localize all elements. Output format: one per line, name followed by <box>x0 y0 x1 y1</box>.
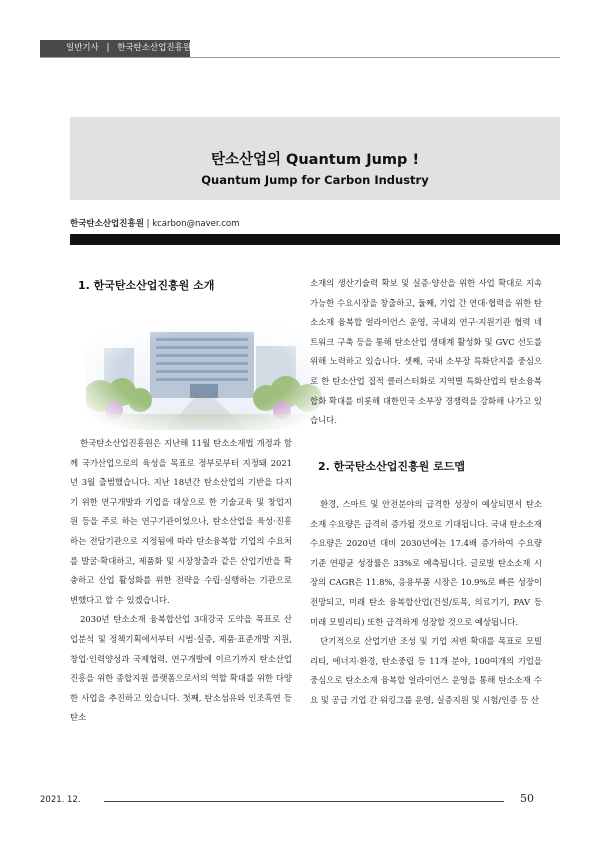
author-name: 한국탄소산업진흥원 <box>70 219 144 229</box>
paragraph-intro: 한국탄소산업진흥원은 지난해 11월 탄소소재법 개정과 함께 국가산업으로의 육성을 목표로 정부로부터 지정돼 2021년 3월 출범했습니다. 지난 18년간 탄소산업의 기반을 다지기 위한 연구개발과 기업을 대상으로 한 기술교육 및 창업지원 등을 주로 하는 연구기관이었으나, 탄소산업을 육성·진흥하는 전담기관으로 지정됨에 따라 탄소융복합 기업의 수요처를 발굴·확대하고, 제품화 및 시장창출과 같은 산업기반을 확충하고 산업 활성화를 위한 전략을 수립·실행하는 기관으로 변했다고 할 수 있겠습니다. <box>70 438 292 605</box>
paragraph-plan: 단기적으로 산업기반 조성 및 기업 저변 확대를 목표로 모빌리티, 에너지·환경, 탄소중립 등 11개 분야, 100여개의 기업을 중심으로 탄소소재 융복합 얼라이언스 운영을 통해 탄소소재 수요 및 공급 기업 간 워킹그룹 운영, 실증지원 및 시험/인증 등 산 <box>310 636 542 705</box>
article-title: 탄소산업의 Quantum Jump ! <box>210 152 420 168</box>
issue-date: 2021. 12. <box>40 795 81 805</box>
author-separator: | <box>143 219 153 229</box>
title-box <box>70 117 560 200</box>
page-number: 50 <box>520 792 534 805</box>
category-label: 일반기사 <box>66 43 99 53</box>
section-2-title: 2. 한국탄소산업진흥원 로드맵 <box>318 460 466 473</box>
paragraph-market: 환경, 스마트 및 안전분야의 급격한 성장이 예상되면서 탄소소재 수요량은 급격히 증가될 것으로 기대됩니다. 국내 탄소소재 수요량은 2020년 대비 2030년에는 17.4배 증가하여 수요량 기준 연평균 성장률은 33%로 예측됩니다. 글로벌 탄소소재 시장의 CAGR은 11.8%, 응용부품 시장은 10.9%로 빠른 성장이 전망되고, 미래 탄소 융복합산업(건설/토목, 의료기기, PAV 등 미래 모빌리티) 또한 급격하게 성장할 것으로 예상됩니다. <box>310 499 542 627</box>
category-tab <box>40 40 190 57</box>
author-bar <box>70 234 560 245</box>
author-email: kcarbon@naver.com <box>152 219 240 229</box>
paragraph-continued: 소재의 생산기술력 확보 및 실증·양산을 위한 사업 확대로 지속가능한 수요시장을 창출하고, 둘째, 기업 간 연대·협력을 위한 탄소소재 융복합 얼라이언스 운영, 국내외 연구·지원기관 협력 네트워크 구축 등을 통해 탄소산업 생태계 활성화 및 GVC 선도를 위해 노력하고 있습니다. 셋째, 국내 소부장 특화단지를 중심으로 한 탄소산업 집적 클러스터화로 지역별 특화산업의 탄소융복합화 확대를 비롯해 대한민국 소부장 경쟁력을 강화해 나가고 있습니다. <box>310 278 542 426</box>
article-subtitle: Quantum Jump for Carbon Industry <box>201 173 429 187</box>
building-photo <box>86 318 322 430</box>
paragraph-vision: 2030년 탄소소재 융복합산업 3대강국 도약을 목표로 산업분석 및 정책기획에서부터 시범·실증, 제품·표준개발 지원, 창업·인력양성과 국제협력, 연구개발에 이르기까지 탄소산업 진흥을 위한 종합지원 플랫폼으로서의 역할 확대를 위한 다양한 사업을 추진하고 있습니다. 첫째, 탄소섬유와 인조흑연 등 탄소 <box>70 614 292 723</box>
author-line <box>70 217 239 229</box>
organization-label: 한국탄소산업진흥원 <box>117 43 192 53</box>
section-1-title: 1. 한국탄소산업진흥원 소개 <box>78 279 215 292</box>
category-separator: | <box>106 43 110 53</box>
header-rule <box>40 57 560 58</box>
right-column-bottom <box>310 495 542 711</box>
footer-rule <box>104 801 504 802</box>
right-column-top <box>310 274 542 431</box>
building-photo-image <box>86 318 322 430</box>
left-column <box>70 434 292 728</box>
